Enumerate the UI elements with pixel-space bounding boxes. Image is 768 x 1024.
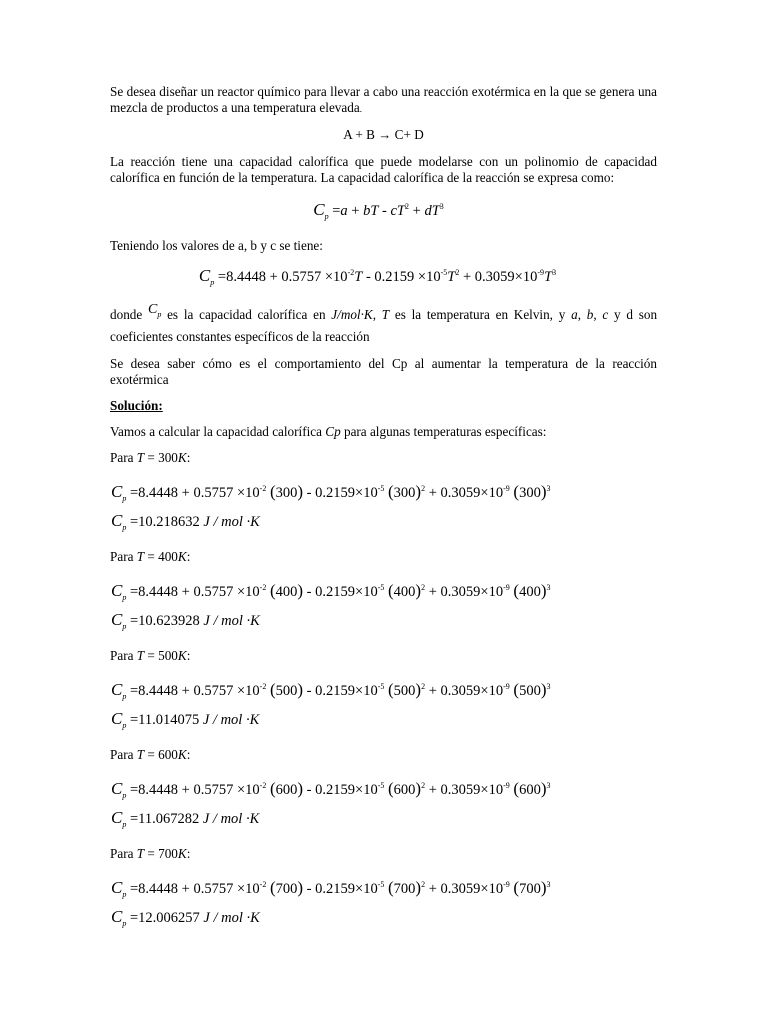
cp-result-unit: J / mol ·K (202, 810, 260, 827)
solution-heading: Solución: (110, 397, 163, 413)
calculation-equations (111, 478, 657, 539)
eq-term: 0.5757 ×10 (193, 583, 260, 600)
eq-cp-symbol: C (111, 708, 123, 728)
general-equation (100, 197, 657, 227)
eq-exponent: -5 (377, 681, 385, 691)
eq-paren: ( (513, 778, 520, 798)
result-equation (111, 708, 657, 737)
eq-exponent: 2 (421, 582, 426, 592)
eq-term: 8.4448 (138, 781, 179, 798)
kelvin-unit: K (177, 845, 187, 861)
eq-paren: ) (297, 877, 304, 897)
eq-term: 0.5757 ×10 (193, 484, 260, 501)
eq-equals: = (214, 269, 227, 285)
temperature-symbol: T (136, 845, 145, 861)
intro-period: . (359, 104, 362, 114)
donde-text: es la capacidad calorífica en (161, 307, 332, 322)
eq-paren: ( (269, 877, 276, 897)
calculation-block (110, 846, 657, 935)
eq-temperature-value: 500 (275, 682, 298, 699)
para-text: Para (110, 449, 137, 465)
substitution-equation (111, 577, 657, 609)
eq-term: 0.2159×10 (315, 682, 378, 699)
eq-exponent: 2 (421, 780, 426, 790)
eq-operator: + (265, 269, 282, 285)
eq-paren: ( (388, 778, 394, 798)
eq-term: 0.2159×10 (315, 583, 378, 600)
eq-term: 0.2159×10 (315, 484, 378, 501)
eq-exponent: -9 (503, 582, 510, 592)
eq-cp-symbol: C (111, 609, 123, 629)
eq-cp-subscript: p (122, 790, 127, 800)
eq-operator: + (425, 484, 441, 501)
eq-exponent: 2 (405, 202, 409, 211)
eq-term: 0.5757 ×10 (193, 880, 260, 897)
eq-cp-subscript: p (122, 691, 127, 701)
donde-text: , (577, 307, 587, 322)
kelvin-unit: K (177, 746, 187, 762)
eq-cp-symbol: C (198, 266, 211, 285)
cp-result-unit: J / mol ·K (203, 513, 260, 530)
eq-operator: - (303, 682, 316, 699)
eq-operator: - (378, 203, 391, 219)
specific-equation (98, 263, 657, 293)
eq-cp-subscript: p (122, 889, 127, 899)
eq-exponent: -9 (503, 483, 510, 493)
eq-term: 0.3059×10 (440, 484, 504, 501)
inline-cp-subscript: p (157, 309, 162, 319)
eq-exponent: -5 (377, 879, 385, 889)
eq-operator: - (303, 484, 316, 501)
eq-operator: + (178, 880, 194, 897)
eq-paren: ( (513, 481, 520, 501)
eq-equals: = (126, 612, 139, 629)
eq-paren: ) (415, 778, 422, 798)
solution-intro-text: Vamos a calcular la capacidad calorífica (110, 423, 326, 439)
eq-temperature: T (354, 269, 363, 285)
cp-result-value: 10.623928 (138, 612, 200, 629)
eq-exponent: -2 (259, 879, 267, 889)
donde-text: , (593, 307, 603, 322)
donde-text: es la temperatura en Kelvin, y (389, 307, 572, 322)
eq-term: 0.2159 ×10 (374, 269, 441, 285)
eq-paren: ( (269, 580, 276, 600)
eq-exponent: 2 (421, 681, 426, 691)
eq-cp-symbol: C (313, 200, 325, 219)
eq-paren: ) (297, 481, 304, 501)
eq-cp-subscript: p (122, 592, 127, 602)
substitution-equation (111, 478, 657, 510)
eq-paren: ( (513, 580, 520, 600)
eq-operator: + (425, 583, 441, 600)
eq-operator: + (425, 880, 441, 897)
eq-paren: ) (415, 877, 422, 897)
eq-exponent: 3 (546, 681, 551, 691)
eq-exponent: 3 (552, 268, 557, 277)
result-equation (111, 906, 657, 935)
eq-paren: ) (540, 481, 547, 501)
eq-paren: ( (513, 679, 520, 699)
eq-temperature: T (447, 269, 456, 285)
eq-term: 8.4448 (138, 583, 179, 600)
temperature-value: = 700 (144, 845, 178, 861)
donde-paragraph (110, 302, 658, 345)
calculation-equations (111, 874, 657, 935)
eq-term: 0.5757 ×10 (281, 269, 348, 285)
donde-text: donde (110, 307, 148, 322)
eq-exponent: -9 (503, 780, 510, 790)
temperature-value: = 300 (144, 449, 178, 465)
eq-operator: + (178, 781, 194, 798)
temperature-label (110, 450, 657, 466)
eq-temperature-value: 500 (519, 682, 541, 699)
eq-paren: ) (297, 580, 304, 600)
eq-exponent: -2 (259, 582, 267, 592)
eq-temperature-value: 300 (519, 484, 541, 501)
eq-paren: ( (269, 481, 276, 501)
kelvin-unit: K (177, 647, 187, 663)
para-text: Para (110, 845, 137, 861)
eq-coef-b: b (363, 203, 371, 219)
intro-paragraph (110, 84, 657, 117)
solution-intro (110, 424, 657, 440)
document-page (110, 84, 657, 935)
eq-term: 0.3059×10 (440, 682, 504, 699)
reaction-equation: A + B → C+ D (343, 127, 424, 142)
eq-paren: ) (540, 778, 547, 798)
colon: : (186, 845, 191, 861)
cp-symbol: Cp (325, 423, 341, 439)
eq-exponent: 3 (546, 582, 551, 592)
cp-result-value: 11.067282 (138, 810, 200, 827)
eq-temperature-value: 300 (275, 484, 298, 501)
temperature-symbol: T (136, 647, 145, 663)
eq-term: 0.3059×10 (474, 269, 538, 285)
eq-exponent: -5 (377, 483, 385, 493)
eq-temperature: T (431, 203, 440, 219)
eq-operator: - (303, 781, 316, 798)
temperature-symbol: T (136, 449, 145, 465)
eq-coef-a: a (340, 203, 348, 219)
calculation-block (110, 450, 657, 539)
eq-term: 0.3059×10 (440, 880, 504, 897)
eq-coef-d: d (424, 203, 432, 219)
eq-term: 0.5757 ×10 (193, 781, 260, 798)
eq-operator: + (409, 203, 425, 219)
eq-term: 8.4448 (138, 484, 179, 501)
eq-paren: ( (388, 481, 394, 501)
para-text: Para (110, 647, 137, 663)
eq-operator: + (347, 203, 364, 219)
temperature-value: = 600 (144, 746, 178, 762)
eq-cp-symbol: C (111, 877, 123, 897)
colon: : (186, 548, 191, 564)
eq-cp-subscript: p (210, 278, 215, 287)
eq-temperature-value: 400 (519, 583, 541, 600)
cp-result-value: 12.006257 (138, 909, 200, 926)
eq-exponent: -9 (503, 879, 510, 889)
inline-cp-symbol (148, 302, 161, 317)
eq-temperature-value: 600 (519, 781, 541, 798)
eq-operator: + (178, 583, 194, 600)
eq-temperature-value: 500 (393, 682, 416, 699)
eq-exponent: -2 (259, 780, 267, 790)
cp-result-value: 10.218632 (138, 513, 200, 530)
eq-exponent: 2 (421, 879, 426, 889)
eq-paren: ( (513, 877, 520, 897)
eq-exponent: -5 (440, 268, 448, 277)
eq-temperature-value: 700 (275, 880, 298, 897)
temperature-symbol: T (136, 548, 145, 564)
eq-cp-subscript: p (122, 720, 127, 730)
eq-cp-symbol: C (111, 510, 123, 530)
eq-term: 0.2159×10 (315, 880, 378, 897)
temperature-label (110, 846, 657, 862)
temperature-value: = 400 (144, 548, 178, 564)
eq-temperature-value: 400 (393, 583, 416, 600)
kelvin-unit: K (177, 449, 187, 465)
temperature-value: = 500 (144, 647, 178, 663)
temperature-symbol: T (381, 307, 390, 322)
question-paragraph: Se desea saber cómo es el comportamiento del Cp al aumentar la temperatura de la reacción exotérmica (110, 355, 657, 387)
eq-exponent: -2 (259, 681, 267, 691)
eq-term: 8.4448 (138, 682, 179, 699)
eq-paren: ( (269, 679, 276, 699)
eq-exponent: 3 (546, 879, 551, 889)
calculation-block (110, 549, 657, 638)
eq-paren: ) (540, 877, 547, 897)
eq-operator: - (303, 583, 316, 600)
substitution-equation (111, 874, 657, 906)
eq-exponent: 3 (546, 483, 551, 493)
eq-exponent: -5 (377, 582, 385, 592)
solution-intro-text: para algunas temperaturas específicas: (340, 423, 547, 439)
eq-paren: ) (540, 679, 547, 699)
eq-equals: = (328, 203, 341, 219)
values-paragraph: Teniendo los valores de a, b y c se tiene: (110, 238, 323, 253)
eq-operator: - (362, 269, 375, 285)
eq-temperature: T (370, 203, 379, 219)
unit-text: J/mol·K (331, 307, 373, 322)
eq-operator: + (425, 781, 441, 798)
cp-result-unit: J / mol ·K (203, 909, 260, 926)
eq-equals: = (126, 711, 139, 728)
eq-exponent: 2 (455, 268, 460, 277)
calculation-block (110, 648, 657, 737)
eq-temperature-value: 600 (393, 781, 416, 798)
eq-exponent: 3 (439, 202, 444, 211)
eq-equals: = (126, 880, 139, 897)
eq-paren: ( (388, 580, 394, 600)
colon: : (186, 647, 191, 663)
substitution-equation (111, 775, 657, 807)
eq-cp-symbol: C (111, 481, 123, 501)
cp-result-value: 11.014075 (138, 711, 200, 728)
eq-temperature-value: 700 (519, 880, 541, 897)
colon: : (186, 746, 191, 762)
eq-paren: ) (297, 679, 304, 699)
eq-cp-symbol: C (111, 906, 123, 926)
eq-operator: + (425, 682, 441, 699)
eq-paren: ) (415, 481, 422, 501)
eq-exponent: -9 (537, 268, 545, 277)
eq-exponent: 3 (546, 780, 551, 790)
eq-term: 8.4448 (138, 880, 179, 897)
eq-paren: ) (540, 580, 547, 600)
eq-exponent: -2 (259, 483, 267, 493)
eq-cp-subscript: p (122, 918, 127, 928)
calculation-block (110, 747, 657, 836)
result-equation (111, 609, 657, 638)
eq-term: 0.3059×10 (440, 583, 504, 600)
eq-equals: = (126, 909, 139, 926)
temperature-label (110, 747, 657, 763)
substitution-equation (111, 676, 657, 708)
model-paragraph: La reacción tiene una capacidad calorífica que puede modelarse con un polinomio de capacidad calorífica en función de la temperatura. La capacidad calorífica de la reacción se expresa como: (110, 154, 657, 185)
coef-a: a (571, 307, 578, 322)
eq-exponent: -5 (377, 780, 385, 790)
eq-exponent: -2 (347, 268, 355, 277)
eq-operator: + (459, 269, 475, 285)
eq-operator: + (178, 484, 194, 501)
calculation-equations (111, 775, 657, 836)
calculations-list (110, 450, 657, 935)
eq-cp-symbol: C (111, 679, 123, 699)
result-equation (111, 510, 657, 539)
eq-operator: - (303, 880, 316, 897)
cp-result-unit: J / mol ·K (202, 711, 260, 728)
coef-b: b (586, 307, 594, 322)
eq-exponent: -9 (503, 681, 510, 691)
eq-paren: ) (415, 679, 422, 699)
intro-text: Se desea diseñar un reactor químico para llevar a cabo una reacción exotérmica en la que se genera una mezcla de productos a una temperatura elevada (110, 84, 657, 115)
colon: : (186, 449, 191, 465)
eq-coef-c: c (390, 203, 397, 219)
coef-c: c (602, 307, 609, 322)
eq-cp-symbol: C (111, 778, 123, 798)
eq-temperature-value: 600 (275, 781, 298, 798)
eq-term: 0.3059×10 (440, 781, 504, 798)
temperature-label (110, 549, 657, 565)
eq-paren: ) (415, 580, 422, 600)
eq-paren: ( (388, 679, 394, 699)
eq-paren: ( (269, 778, 276, 798)
kelvin-unit: K (177, 548, 187, 564)
eq-paren: ( (388, 877, 394, 897)
eq-term: 0.2159×10 (315, 781, 378, 798)
eq-equals: = (126, 484, 139, 501)
temperature-symbol: T (136, 746, 145, 762)
eq-cp-subscript: p (122, 493, 127, 503)
donde-text: , (372, 307, 382, 322)
calculation-equations (111, 577, 657, 638)
eq-equals: = (126, 810, 139, 827)
eq-temperature: T (544, 269, 553, 285)
eq-temperature-value: 700 (393, 880, 416, 897)
eq-exponent: 2 (421, 483, 426, 493)
eq-cp-subscript: p (122, 819, 127, 829)
eq-temperature-value: 300 (393, 484, 416, 501)
eq-term: 8.4448 (226, 269, 266, 285)
donde-text: y d son coeficientes constantes específicos de la reacción (110, 307, 658, 344)
eq-equals: = (126, 781, 139, 798)
eq-cp-symbol: C (111, 807, 123, 827)
eq-equals: = (126, 682, 139, 699)
eq-cp-subscript: p (324, 212, 329, 221)
eq-temperature-value: 400 (275, 583, 298, 600)
eq-cp-subscript: p (122, 522, 127, 532)
eq-equals: = (126, 513, 139, 530)
eq-temperature: T (396, 203, 405, 219)
temperature-label (110, 648, 657, 664)
eq-paren: ) (297, 778, 304, 798)
inline-cp-letter: C (147, 302, 158, 317)
cp-result-unit: J / mol ·K (203, 612, 260, 629)
eq-cp-symbol: C (111, 580, 123, 600)
para-text: Para (110, 548, 137, 564)
eq-cp-subscript: p (122, 621, 127, 631)
calculation-equations (111, 676, 657, 737)
eq-operator: + (178, 682, 194, 699)
eq-term: 0.5757 ×10 (193, 682, 260, 699)
para-text: Para (110, 746, 137, 762)
eq-equals: = (126, 583, 139, 600)
result-equation (111, 807, 657, 836)
